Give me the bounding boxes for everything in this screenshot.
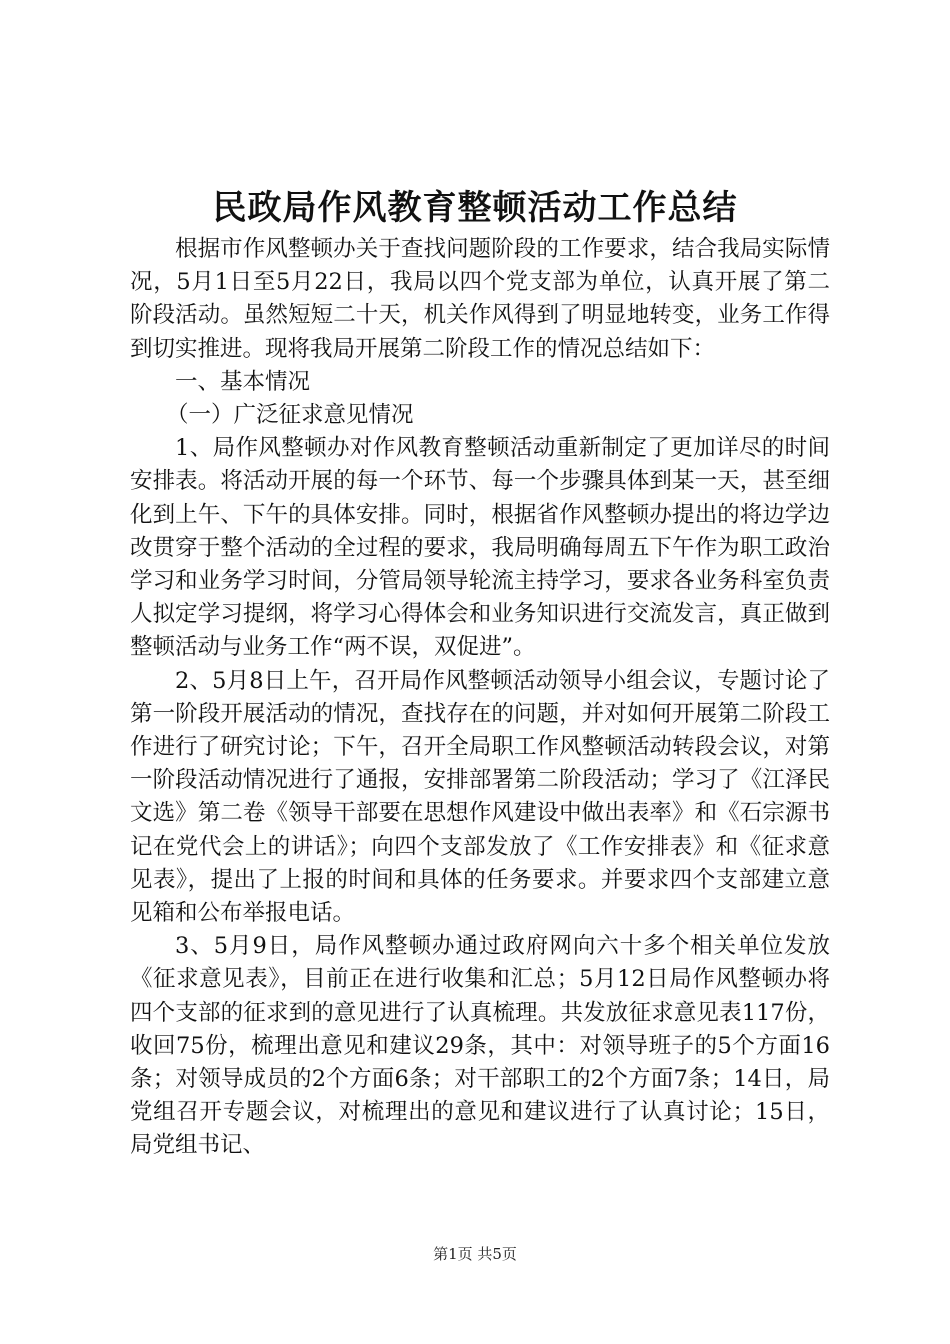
paragraph-intro: 根据市作风整顿办关于查找问题阶段的工作要求，结合我局实际情况，5月1日至5月22日，我局以四个党支部为单位，认真开展了第二阶段活动。虽然短短二十天，机关作风得到了明显地转变，业务工作得到切实推进。现将我局开展第二阶段工作的情况总结如下： — [130, 236, 830, 362]
page-number-footer: 第1页 共5页 — [433, 1245, 517, 1263]
paragraph-item-2: 2、5月8日上午，召开局作风整顿活动领导小组会议，专题讨论了第一阶段开展活动的情况，查找存在的问题，并对如何开展第二阶段工作进行了研究讨论；下午，召开全局职工作风整顿活动转段会议，对第一阶段活动情况进行了通报，安排部署第二阶段活动；学习了《江泽民文选》第二卷《领导干部要在思想作风建设中做出表率》和《石宗源书记在党代会上的讲话》；向四个支部发放了《工作安排表》和《征求意见表》，提出了上报的时间和具体的任务要求。并要求四个支部建立意见箱和公布举报电话。 — [130, 667, 830, 927]
subheading-solicit-opinions: （一）广泛征求意见情况 — [166, 402, 414, 429]
heading-basic-situation: 一、基本情况 — [175, 368, 311, 395]
paragraph-item-3: 3、5月9日，局作风整顿办通过政府网向六十多个相关单位发放《征求意见表》，目前正在进行收集和汇总；5月12日局作风整顿办将四个支部的征求到的意见进行了认真梳理。共发放征求意见表117份，收回75份，梳理出意见和建议29条，其中：对领导班子的5个方面16条；对领导成员的2个方面6条；对干部职工的2个方面7条；14日，局党组召开专题会议，对梳理出的意见和建议进行了认真讨论；15日，局党组书记、 — [130, 933, 830, 1159]
paragraph-item-1: 1、局作风整顿办对作风教育整顿活动重新制定了更加详尽的时间安排表。将活动开展的每一个环节、每一个步骤具体到某一天，甚至细化到上午、下午的具体安排。同时，根据省作风整顿办提出的将边学边改贯穿于整个活动的全过程的要求，我局明确每周五下午作为职工政治学习和业务学习时间，分管局领导轮流主持学习，要求各业务科室负责人拟定学习提纲，将学习心得体会和业务知识进行交流发言，真正做到整顿活动与业务工作“两不误，双促进”。 — [130, 435, 830, 661]
document-body — [130, 233, 830, 1163]
document-title: 民政局作风教育整顿活动工作总结 — [212, 188, 738, 228]
